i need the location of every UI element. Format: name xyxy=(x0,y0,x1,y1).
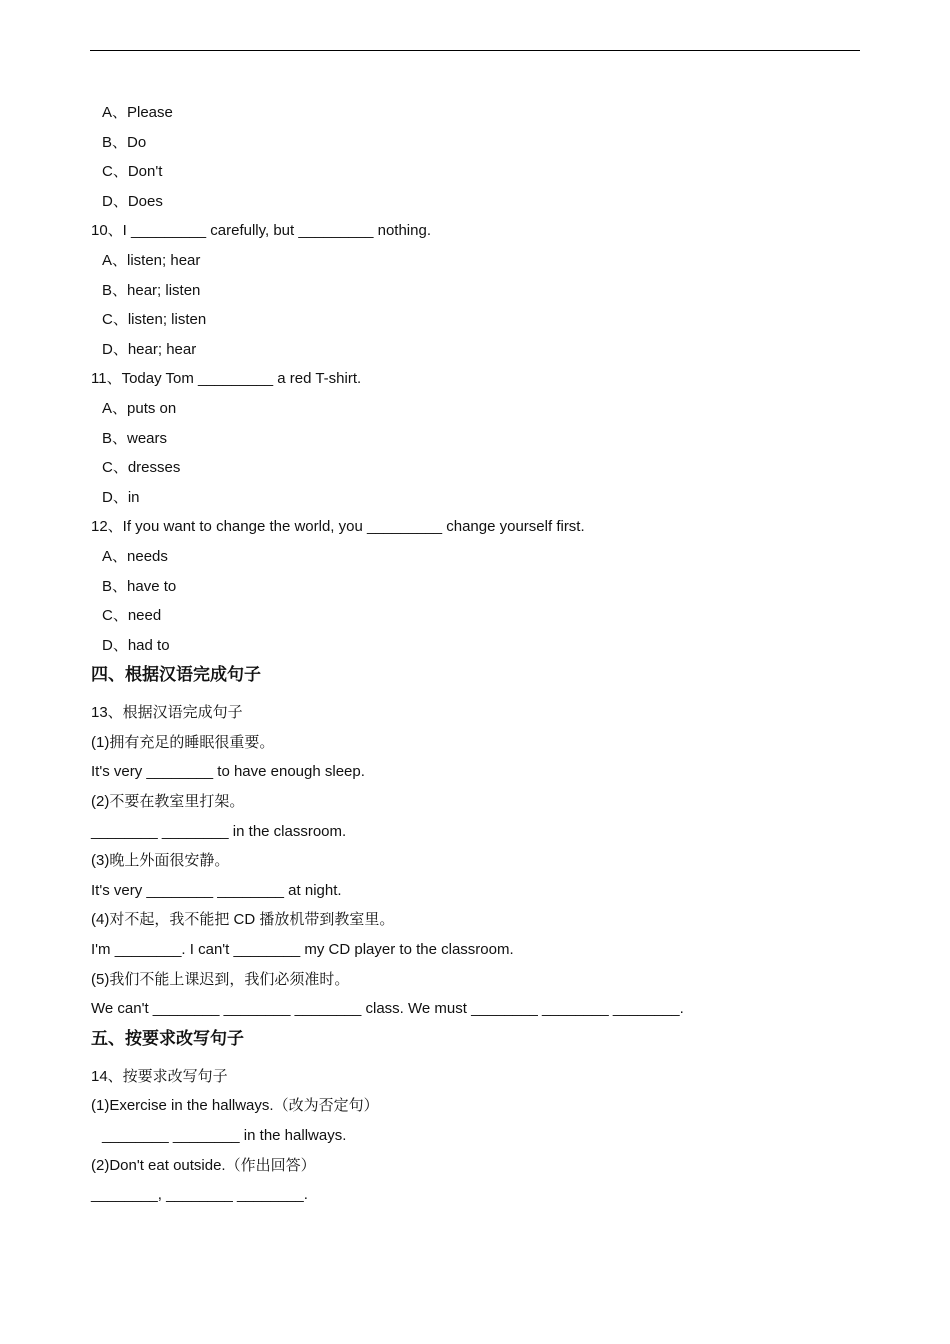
option-a[interactable]: A、puts on xyxy=(102,399,177,417)
question-14 xyxy=(91,1062,861,1210)
option-d[interactable]: D、hear; hear xyxy=(102,340,197,358)
header-rule xyxy=(90,50,860,51)
option-c[interactable]: C、need xyxy=(102,607,162,625)
question-11 xyxy=(91,364,861,512)
option-d[interactable]: D、in xyxy=(102,488,140,506)
question-stem: 10、I _________ carefully, but _________ nothing. xyxy=(91,222,431,240)
item-4-english[interactable]: I'm ________. I can't ________ my CD player to the classroom. xyxy=(91,941,514,959)
question-13 xyxy=(91,698,861,1024)
option-d[interactable]: D、Does xyxy=(102,192,163,210)
item-2-answer[interactable]: ________, ________ ________. xyxy=(91,1186,308,1204)
option-c[interactable]: C、dresses xyxy=(102,459,181,477)
question-9-options xyxy=(91,98,861,216)
item-3-english[interactable]: It's very ________ ________ at night. xyxy=(91,881,342,899)
option-b[interactable]: B、hear; listen xyxy=(102,281,201,299)
question-stem: 11、Today Tom _________ a red T-shirt. xyxy=(91,370,362,388)
question-12 xyxy=(91,512,861,660)
question-stem: 13、根据汉语完成句子 xyxy=(91,704,243,722)
section-4-heading: 四、根据汉语完成句子 xyxy=(91,665,261,686)
option-c[interactable]: C、listen; listen xyxy=(102,311,207,329)
item-4-chinese: (4)对不起，我不能把 CD 播放机带到教室里。 xyxy=(91,911,395,929)
question-10 xyxy=(91,216,861,364)
item-1-prompt: (1)Exercise in the hallways.（改为否定句） xyxy=(91,1097,379,1115)
option-a[interactable]: A、needs xyxy=(102,547,168,565)
document-body xyxy=(91,98,861,1210)
item-5-chinese: (5)我们不能上课迟到，我们必须准时。 xyxy=(91,970,350,988)
option-a[interactable]: A、listen; hear xyxy=(102,251,201,269)
option-b[interactable]: B、wears xyxy=(102,429,168,447)
item-2-english[interactable]: ________ ________ in the classroom. xyxy=(91,822,347,840)
item-1-answer[interactable]: ________ ________ in the hallways. xyxy=(102,1127,347,1144)
option-b[interactable]: B、Do xyxy=(102,133,147,151)
item-2-chinese: (2)不要在教室里打架。 xyxy=(91,793,245,811)
question-stem: 14、按要求改写句子 xyxy=(91,1067,228,1085)
question-stem: 12、If you want to change the world, you _________ change yourself first. xyxy=(91,518,585,536)
item-5-english[interactable]: We can't ________ ________ ________ class. We must ________ ________ ________. xyxy=(91,1000,684,1018)
item-2-prompt: (2)Don't eat outside.（作出回答） xyxy=(91,1156,316,1174)
item-1-chinese: (1)拥有充足的睡眠很重要。 xyxy=(91,733,275,751)
item-1-english[interactable]: It's very ________ to have enough sleep. xyxy=(91,763,365,781)
option-c[interactable]: C、Don't xyxy=(102,163,163,181)
item-3-chinese: (3)晚上外面很安静。 xyxy=(91,852,230,870)
section-5-heading: 五、按要求改写句子 xyxy=(91,1028,244,1049)
option-a[interactable]: A、Please xyxy=(102,104,173,121)
option-d[interactable]: D、had to xyxy=(102,636,170,654)
option-b[interactable]: B、have to xyxy=(102,577,177,595)
